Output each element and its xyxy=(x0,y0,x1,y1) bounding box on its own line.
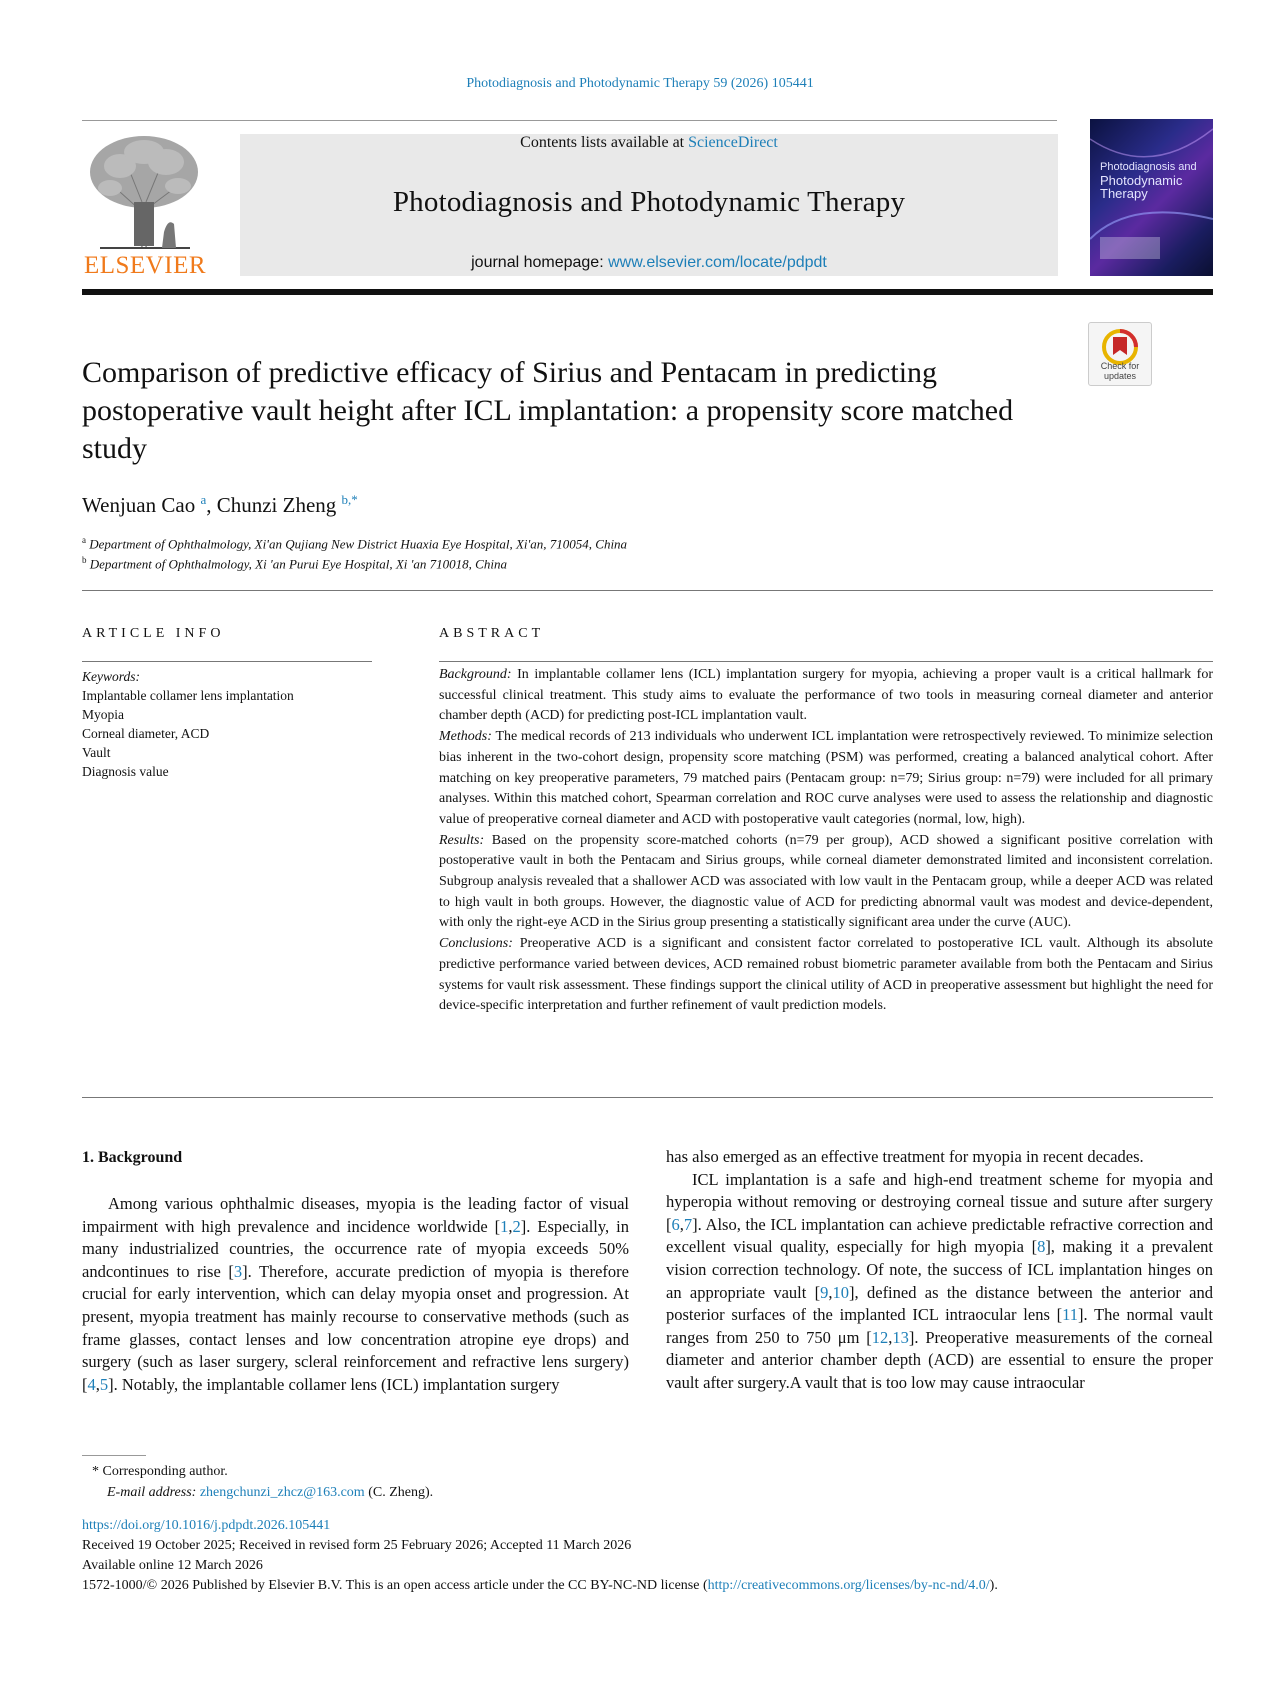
article-info-rule xyxy=(82,661,372,662)
dates-line: Received 19 October 2025; Received in revised form 25 February 2026; Accepted 11 March 2026 xyxy=(82,1538,632,1553)
body-text: ]. Especially, in many industrialized countries, the occurrence rate of myopia exceeds 50% andcontinues to rise [ xyxy=(82,1216,629,1281)
affiliation-marker[interactable]: b,* xyxy=(341,492,358,507)
homepage-prefix: journal homepage: xyxy=(471,254,609,271)
journal-title: Photodiagnosis and Photodynamic Therapy xyxy=(392,186,906,218)
body-text: , xyxy=(828,1282,833,1302)
publisher-name: ELSEVIER xyxy=(83,252,207,279)
reference-link[interactable]: 4 xyxy=(87,1374,96,1394)
abstract-label: Methods: xyxy=(439,729,492,745)
body-column-left xyxy=(82,1193,629,1396)
abstract-label: Results: xyxy=(439,832,485,848)
contents-line xyxy=(240,134,1058,152)
affiliation-marker[interactable]: a xyxy=(200,492,207,507)
license-suffix: ). xyxy=(989,1578,998,1593)
reference-link[interactable]: 12 xyxy=(871,1327,889,1347)
abstract-text: In implantable collamer lens (ICL) implantation surgery for myopia, achieving a proper vault is a critical hallmark for successful clinical treatment. This study aims to evaluate the performance of two tools in measuring corneal diameter and anterior chamber depth (ACD) for predicting post-ICL implantation vault. xyxy=(439,667,1213,724)
keyword-item: Corneal diameter, ACD xyxy=(82,726,210,741)
footnote-rule xyxy=(82,1455,146,1456)
reference-link[interactable]: 3 xyxy=(233,1261,243,1281)
reference-link[interactable]: 10 xyxy=(832,1282,850,1302)
journal-citation[interactable]: Photodiagnosis and Photodynamic Therapy 59 (2026) 105441 xyxy=(466,76,814,91)
abstract-label: Conclusions: xyxy=(439,936,513,952)
cover-title-line-3: Therapy xyxy=(1100,186,1148,201)
body-paragraph xyxy=(666,1169,1213,1395)
license-link[interactable]: http://creativecommons.org/licenses/by-nc-nd/4.0/ xyxy=(707,1578,990,1593)
corresponding-author-note xyxy=(92,1464,228,1480)
masthead-rule xyxy=(82,289,1213,295)
abstract-background xyxy=(439,665,1213,727)
keyword-item: Myopia xyxy=(82,707,124,722)
abstract-text: Preoperative ACD is a significant and consistent factor correlated to postoperative ICL vault. Although its absolute predictive performance varied between devices, ACD remained robust biometric parameter available from both the Pentacam and Sirius systems for vault risk assessment. These findings support the clinical utility of ACD in preoperative assessment but highlight the need for device-specific interpretation and further refinement of vault prediction models. xyxy=(439,936,1213,1014)
email-suffix: (C. Zheng). xyxy=(364,1485,434,1500)
body-text: , xyxy=(888,1327,893,1347)
body-paragraph-continued xyxy=(666,1146,1213,1169)
abstract-body xyxy=(439,665,1213,1017)
keywords-block xyxy=(82,667,382,781)
email-note xyxy=(107,1485,433,1501)
cover-title-line-2: Photodynamic xyxy=(1100,173,1183,188)
email-label: E-mail address: xyxy=(107,1485,197,1500)
check-updates-label-2: updates xyxy=(1103,371,1137,381)
license-prefix: 1572-1000/© 2026 Published by Elsevier B.V. This is an open access article under the CC BY-NC-ND license ( xyxy=(82,1578,708,1593)
body-column-right xyxy=(666,1146,1213,1395)
publisher-logo[interactable] xyxy=(80,132,210,280)
cover-swirl-graphic xyxy=(1090,119,1213,276)
license-line xyxy=(82,1576,998,1596)
footnote-marker: * xyxy=(92,1464,99,1479)
author-name[interactable]: Wenjuan Cao xyxy=(82,493,196,517)
abstract-conclusions xyxy=(439,934,1213,1017)
journal-homepage-link[interactable]: www.elsevier.com/locate/pdpdt xyxy=(608,254,827,271)
header-rule xyxy=(82,120,1057,121)
contents-prefix: Contents lists available at xyxy=(520,134,689,151)
publication-info xyxy=(82,1516,998,1596)
section-rule xyxy=(82,1097,1213,1098)
sciencedirect-link[interactable]: ScienceDirect xyxy=(688,134,778,151)
keyword-item: Diagnosis value xyxy=(82,764,169,779)
affiliation-marker: a xyxy=(82,535,86,545)
author-name[interactable]: Chunzi Zheng xyxy=(216,493,337,517)
body-paragraph xyxy=(82,1193,629,1396)
abstract-text: The medical records of 213 individuals who underwent ICL implantation were retrospectively reviewed. To minimize selection bias inherent in the two-cohort design, propensity score matching (PSM) was performed, creating a balanced analytical cohort. After matching on key preoperative parameters, 79 matched pairs (Pentacam group: n=79; Sirius group: n=79) were included for all primary analyses. Within this matched cohort, Spearman correlation and ROC curve analyses were used to assess the relationship and diagnostic value of preoperative corneal diameter and ACD with postoperative vault categories (normal, low, high). xyxy=(439,729,1213,827)
body-text: , xyxy=(95,1374,100,1394)
body-text: ]. Notably, the implantable collamer lens (ICL) implantation surgery xyxy=(108,1374,560,1394)
footnote-text: Corresponding author. xyxy=(102,1464,228,1479)
elsevier-tree-icon xyxy=(80,132,210,250)
available-online-line: Available online 12 March 2026 xyxy=(82,1558,263,1573)
affiliation-a xyxy=(82,535,627,552)
affiliation-b xyxy=(82,555,507,572)
body-text: ]. Also, the ICL implantation can achieve predictable refractive correction and excellent visual quality, especially for high myopia [ xyxy=(666,1214,1213,1257)
reference-link[interactable]: 6 xyxy=(671,1214,680,1234)
body-text: ], defined as the distance between the anterior and posterior surfaces of the implanted ICL intraocular lens [ xyxy=(666,1282,1213,1325)
reference-link[interactable]: 1 xyxy=(500,1216,509,1236)
reference-link[interactable]: 2 xyxy=(512,1216,521,1236)
abstract-rule xyxy=(439,661,1213,662)
body-text: ]. The normal vault ranges from 250 to 750 μm [ xyxy=(666,1305,1214,1347)
keyword-item: Implantable collamer lens implantation xyxy=(82,688,294,703)
body-text: ]. Preoperative measurements of the corneal diameter and anterior chamber depth (ACD) are essential to ensure the proper vault after surgery.A vault that is too low may cause intraocular xyxy=(666,1327,1213,1392)
homepage-line xyxy=(240,254,1058,272)
section-heading: 1. Background xyxy=(82,1149,183,1166)
reference-link[interactable]: 7 xyxy=(683,1214,693,1234)
email-link[interactable]: zhengchunzi_zhcz@163.com xyxy=(199,1485,365,1500)
journal-masthead xyxy=(240,134,1058,276)
reference-link[interactable]: 13 xyxy=(892,1327,909,1347)
check-updates-label-1: Check for xyxy=(1100,361,1140,371)
keyword-item: Vault xyxy=(82,745,111,760)
reference-link[interactable]: 5 xyxy=(99,1374,109,1394)
affiliation-marker: b xyxy=(82,555,87,565)
body-text: Among various ophthalmic diseases, myopia is the leading factor of visual impairment with high prevalence and incidence worldwide [ xyxy=(82,1194,629,1236)
cover-title-line-1: Photodiagnosis and xyxy=(1100,161,1197,173)
reference-link[interactable]: 11 xyxy=(1062,1305,1079,1325)
check-for-updates-button[interactable] xyxy=(1088,322,1152,386)
article-title: Comparison of predictive efficacy of Sirius and Pentacam in predicting postoperative vault height after ICL implantation: a propensity score matched study xyxy=(82,356,1014,465)
body-text: , xyxy=(508,1216,513,1236)
body-text: has also emerged as an effective treatment for myopia in recent decades. xyxy=(666,1147,1144,1166)
body-text: ]. Therefore, accurate prediction of myopia is therefore crucial for early intervention, which can delay myopia onset and progression. At present, myopia treatment has mainly recourse to conservative methods (such as frame glasses, contact lenses and low concentration atropine eye drops) and surgery (such as laser surgery, scleral reinforcement and refractive lens surgery) [ xyxy=(82,1261,629,1394)
doi-link[interactable]: https://doi.org/10.1016/j.pdpdt.2026.105441 xyxy=(82,1518,331,1533)
abstract-methods xyxy=(439,727,1213,831)
author-separator: , xyxy=(206,493,217,517)
affiliation-text: Department of Ophthalmology, Xi'an Qujiang New District Huaxia Eye Hospital, Xi'an, 710054, China xyxy=(89,536,628,552)
abstract-text: Based on the propensity score-matched cohorts (n=79 per group), ACD showed a significant positive correlation with postoperative vault in both the Pentacam and Sirius groups, while corneal diameter demonstrated limited and inconsistent correlation. Subgroup analysis revealed that a shallower ACD was associated with low vault in the Pentacam group, while a deeper ACD was related to high vault in both groups. However, the diagnostic value of ACD for predicting abnormal vault was modest and device-dependent, with only the right-eye ACD in the Sirius group presenting a statistically significant area under the curve (AUC). xyxy=(439,832,1213,931)
affiliation-text: Department of Ophthalmology, Xi 'an Purui Eye Hospital, Xi 'an 710018, China xyxy=(89,556,507,572)
section-rule xyxy=(82,590,1213,591)
body-text: , xyxy=(679,1214,684,1234)
body-text: ], making it a prevalent vision correction technology. Of note, the success of ICL implantation hinges on an appropriate vault [ xyxy=(666,1237,1213,1302)
body-text: ICL implantation is a safe and high-end treatment scheme for myopia and hyperopia without removing or destroying corneal tissue and suture after surgery [ xyxy=(666,1169,1213,1234)
reference-link[interactable]: 8 xyxy=(1037,1237,1046,1257)
check-updates-label xyxy=(1089,361,1151,381)
abstract-results xyxy=(439,831,1213,935)
journal-cover-image[interactable] xyxy=(1090,119,1213,276)
article-info-heading: ARTICLE INFO xyxy=(82,626,225,641)
abstract-label: Background: xyxy=(439,667,512,682)
reference-link[interactable]: 9 xyxy=(820,1282,829,1302)
keywords-label: Keywords: xyxy=(82,669,140,684)
abstract-heading: ABSTRACT xyxy=(439,626,545,641)
author-list xyxy=(82,492,358,518)
